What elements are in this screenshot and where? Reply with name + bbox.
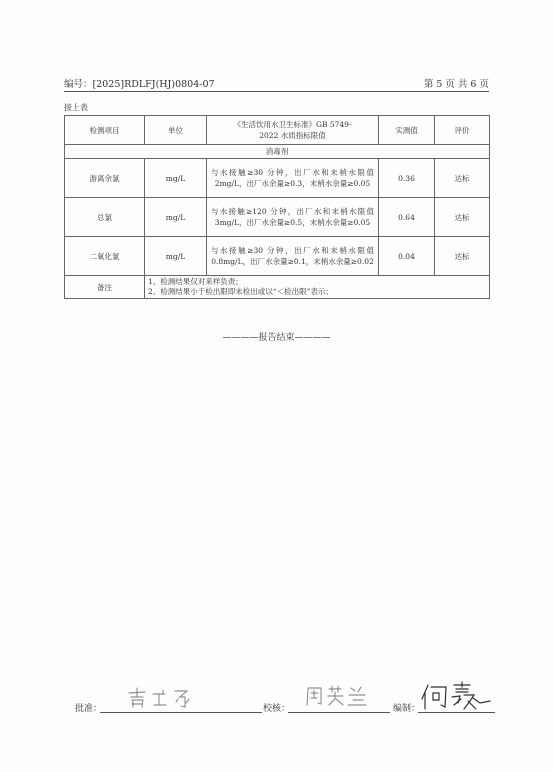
item-unit: mg/L (145, 237, 207, 276)
approve-line (100, 712, 262, 713)
table-header-row (65, 116, 490, 145)
page-info: 第 5 页 共 6 页 (423, 79, 489, 90)
note-line: 1、检测结果仅对来样负责； (148, 277, 243, 286)
review-signature (303, 683, 375, 709)
report-end: ————报告结束———— (222, 333, 331, 343)
item-name: 二氧化氯 (65, 237, 145, 276)
report-number: 编号：[2025]RDLFJ(HJ)0804-07 (64, 79, 215, 90)
review-line (288, 712, 390, 713)
item-name: 游离余氯 (65, 159, 145, 198)
note-line: 2、检测结果小于检出限即未检出或以“＜检出限”表示； (148, 287, 333, 296)
header-unit: 单位 (145, 116, 207, 145)
notes-label: 备注 (65, 276, 145, 299)
prepare-label: 编制： (393, 704, 421, 714)
results-table (64, 115, 490, 299)
item-unit: mg/L (145, 198, 207, 237)
notes-content (145, 276, 490, 299)
item-limit: 与水接触≥30 分钟，出厂水和末梢水限值 2mg/L，出厂水余量≥0.3，末梢水余量≥0.05 (207, 159, 379, 198)
continued-label: 接上表 (64, 103, 88, 112)
header-limit: 《生活饮用水卫生标准》GB 5749-2022 水质指标限值 (207, 116, 379, 145)
signature-row (75, 693, 495, 713)
item-value: 0.04 (379, 237, 435, 276)
header-item: 检测项目 (65, 116, 145, 145)
approve-label: 批准： (75, 704, 103, 714)
item-unit: mg/L (145, 159, 207, 198)
category-label: 消毒剂 (65, 145, 490, 159)
item-evaluation: 达标 (435, 198, 490, 237)
item-limit: 与水接触≥30 分钟，出厂水和末梢水限值 0.8mg/L，出厂水余量≥0.1，末梢水余量≥0.02 (207, 237, 379, 276)
approve-signature (123, 685, 203, 711)
item-name: 总氯 (65, 198, 145, 237)
notes-row (65, 276, 490, 299)
table-row (65, 237, 490, 276)
prepare-signature (418, 679, 495, 713)
item-evaluation: 达标 (435, 237, 490, 276)
review-label: 校核： (263, 704, 291, 714)
item-value: 0.36 (379, 159, 435, 198)
item-limit: 与水接触≥120 分钟，出厂水和末梢水限值 3mg/L，出厂水余量≥0.5，末梢水余量≥0.05 (207, 198, 379, 237)
document-header (64, 78, 489, 92)
header-evaluation: 评价 (435, 116, 490, 145)
category-row (65, 145, 490, 159)
table-row (65, 159, 490, 198)
item-evaluation: 达标 (435, 159, 490, 198)
table-row (65, 198, 490, 237)
item-value: 0.64 (379, 198, 435, 237)
header-value: 实测值 (379, 116, 435, 145)
